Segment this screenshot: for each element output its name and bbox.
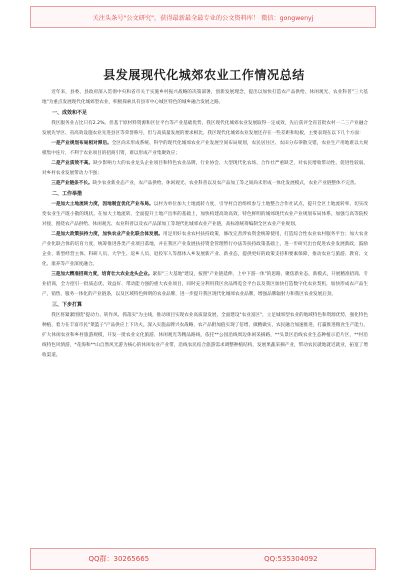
section-2-paragraph-2 <box>42 230 368 270</box>
page-title: 县发展现代化城郊农业工作情况总结 <box>103 68 305 82</box>
paragraph-subheading: 三是加大精准招商力度，培育壮大农业龙头企业。 <box>51 272 153 277</box>
section-2-paragraph-1 <box>42 200 368 230</box>
section-1-paragraph-4 <box>42 179 368 189</box>
bottom-banner <box>30 548 376 570</box>
paragraph-subheading: 一是产业规划布局相对滞后。 <box>51 141 112 146</box>
paragraph-text: 缺少农业新业态产业，农产品供给、休闲观光、农业科普以及农产品加工等之间尚未形成一体化发展模式，农业产业链整体不完善。 <box>92 181 359 186</box>
paragraph-subheading: 三是产业链条不长。 <box>51 181 93 186</box>
paragraph-text: 我区将紧紧围绕"提动力、转作风、抓落实"为主线，推动项目实现农业高质量发展，全面建设"农业富区"，立足城郊型农业的地域特色和资源优势，强化特色种植、着力在丰富市民"菜篮子"产品供应上下功夫。深入实施品牌兴农战略，农产品附加值实现了倍增，做精做实，农民融合加速推进，打赢推进粮食生产能力，扩大休闲农业和乡村旅游规模，开发一批农业文化旅游、休闲观光等精品路线，依托**公园沿线周边休闲采摘路，**头景区沿线农业生态种植示范片区，**村沿线特色风情游，*花海和**山自然风光游为核心的休闲农业产业带，沿线农民结合旅游需求调整种植结构，发展果蔬采摘产业，带动农民就地就近就业，拓宽了增收渠道。 <box>42 313 368 358</box>
section-heading-3: 三、下步打算 <box>52 302 83 308</box>
section-heading-2: 二、工作举措 <box>52 191 83 197</box>
section-1-paragraph-3 <box>42 159 368 179</box>
banner-text: 关注头条号"公文研究"，获得最新最全最专业的公文资料库！ 微信：gongwenyj <box>92 14 314 22</box>
section-1-paragraph-1 <box>42 119 368 139</box>
intro-paragraph: 近年来，县委、县政府深入贯彻中央和省市关于实施乡村振兴战略的决策部署，创新发展理念，提出以加快打造农产品供给、休闲观光、农业科普"三大基地"为重点发展现代化城郊型农业，积极探索具有县市中心城区特色的城乡融合发展之路。 <box>42 90 368 105</box>
paragraph-subheading: 二是产业质效不高。 <box>51 161 94 166</box>
document-body <box>42 88 368 361</box>
paragraph-subheading: 二是加大政策扶持力度，加快农业产业化联合体发展。 <box>51 232 164 237</box>
section-heading-1: 一、成效和不足 <box>52 110 88 116</box>
paragraph-subheading: 一是加大土地流转力度，因地制宜优化产业布局。 <box>51 202 154 207</box>
paragraph-text: 我区服务业占比只有2.2%。但基于原材料资源和区位平台等产业基础优势，我区现代化城郊农业发展取得一定成效，先后获评全省首批农村一二三产业融合发展先导区、省高效设施农业先进县区等荣誉称号，但与高质量发展的要求相比，我区现代化城郊农业发展还存在一些差距和短板，主要表现在以下几个方面： <box>42 121 368 136</box>
section-1-paragraph-2 <box>42 139 368 159</box>
section-3-paragraph-1 <box>42 311 368 361</box>
paragraph-text: 缺少影响力大的农业龙头企业项目和特色农业品牌，行业协会、大型现代化农场、合作社严重缺乏，对农民增收带动性、促进性较弱，对乡村农业发展带动力不强； <box>42 161 368 176</box>
paragraph-text: 紧扣"三大基地"建设，按照"产业链延伸、上中下游一体"的思路，聚焦新业态、新模式，开展精准招商、专业招商，全力招引一批质态优、效益好、带动能力强的重大农业项目，同时充分利用我区食品博览会平台以及我区加快打造数字化农业契机，加快形成农产品生产、销售、服务一体化的产业链条，以及区域特色鲜明的农业品牌，进一步提升我区现代化城郊农业品牌，增强品牌辐射力和我区农业发展后劲。 <box>42 272 368 297</box>
paragraph-text: 以村为单位加大土地流转力度，引导村自治组织参与土地整合合作社试点，提升全区土地流转率，切实改变农业生产既小散的现状。在加大土地流转、全面提升土地产出率的基础上，加快构建高效高效、特色鲜明的城郊现代农业产业规划布局体系。加强与高等院校对接，围绕农产品供给、休闲观光、农业科普以及农产品深加工等现代化城郊农业产业链，高标准统筹编制全区农业产业规划。 <box>42 202 368 227</box>
section-2-paragraph-3 <box>42 270 368 300</box>
paragraph-text: 全区尚未形成系统、科学的现代化城郊农业产业发展空间布局规划，农民居住区、农田分布零散交错，农业生产用地难以大规模集中连片，不利于农业项目的招商引资，难以形成产业集聚效应； <box>42 141 368 156</box>
footer-qq: QQ:535304092 <box>264 555 318 563</box>
paragraph-text: 用足用好农业农村扶持政策，修改完善涉农资金统筹使用，打造综合性农业农村服务平台；加大农业产业化联合体的培育力度，统筹推进各类产业项目落地，并在我区产业发展扶持资金管理暂行办法等扶持政策基础上，进一步研究出台促进农业发展新政，鼓励企业、新型经营主体、科研人员、大学生、返乡人员、退役军人等群体入乡发展新产业、新业态，提供更好的政策支持和要素保障，推动农业与旅游、教育、文化、康养等产业深度融合。 <box>42 232 368 267</box>
footer-wechat: QQ群：30265665 <box>88 555 150 563</box>
top-banner <box>30 6 376 28</box>
